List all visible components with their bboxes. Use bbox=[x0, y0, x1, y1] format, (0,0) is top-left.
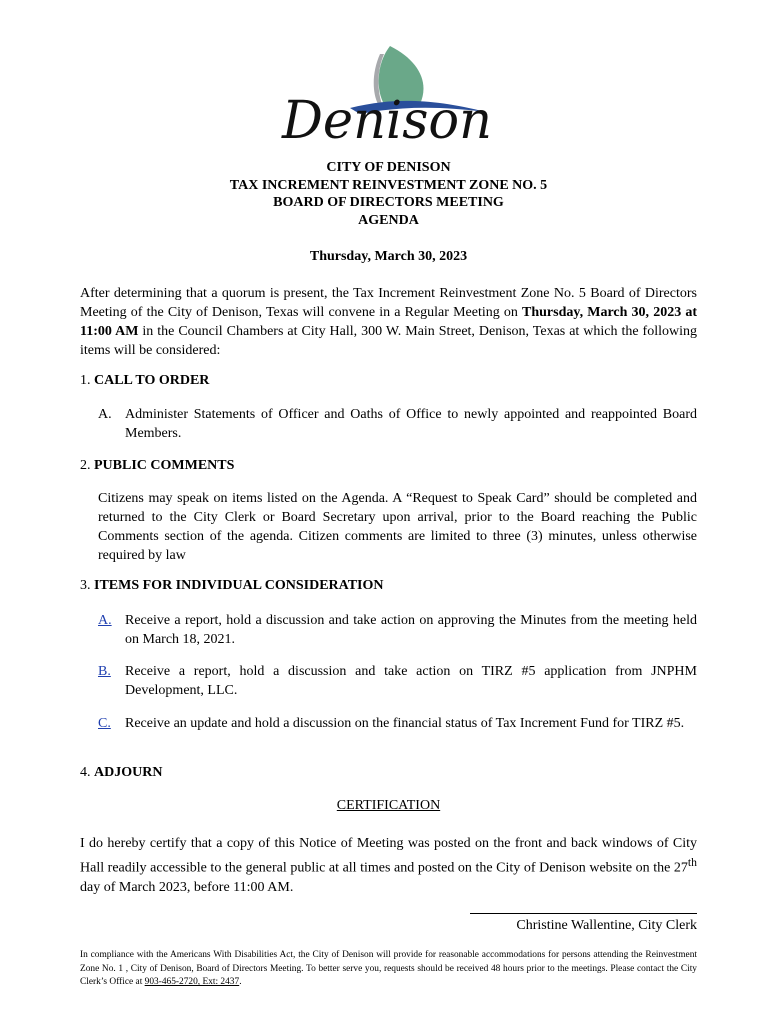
public-comments-text: Citizens may speak on items listed on the Agenda. A “Request to Speak Card” should be completed and returned to the City Clerk or Board Secretary upon arrival, prior to the Board reaching the Public Comments section of the agenda. Citizen comments are limited to three (3) minutes, unless otherwise required by law bbox=[98, 491, 697, 563]
certification-text bbox=[80, 834, 697, 897]
intro-text-2: in the Council Chambers at City Hall, 300 W. Main Street, Denison, Texas at which the following items will be considered: bbox=[80, 324, 697, 358]
agenda-item-3b bbox=[98, 662, 697, 700]
footer-text: In compliance with the Americans With Disabilities Act, the City of Denison will provide for reasonable accommodations for persons attending the Reinvestment Zone No. 1 , City of Denison, Board of Directors Meeting. To better serve you, requests should be received 48 hours prior to the meetings. Please contact the City Clerk’s Office at bbox=[80, 950, 697, 987]
heading-agenda: AGENDA bbox=[358, 212, 419, 228]
footer-end: . bbox=[239, 977, 242, 987]
item-link-b[interactable]: B. bbox=[98, 664, 111, 679]
section-title: ADJOURN bbox=[94, 765, 163, 780]
section-title: ITEMS FOR INDIVIDUAL CONSIDERATION bbox=[94, 578, 384, 593]
item-text: Receive a report, hold a discussion and take action on approving the Minutes from the meeting held on March 18, 2021. bbox=[125, 613, 697, 647]
item-link-a[interactable]: A. bbox=[98, 613, 112, 628]
ada-footer bbox=[80, 949, 697, 990]
section-individual-consideration bbox=[80, 578, 384, 594]
section-number: 4. bbox=[80, 765, 91, 780]
item-text: Receive an update and hold a discussion on the financial status of Tax Increment Fund for TIRZ #5. bbox=[125, 716, 685, 731]
item-text: Receive a report, hold a discussion and take action on TIRZ #5 application from JNPHM Development, LLC. bbox=[125, 664, 697, 698]
cert-ordinal: th bbox=[687, 856, 697, 869]
intro-paragraph bbox=[80, 284, 697, 360]
item-letter: A. bbox=[98, 407, 112, 422]
footer-phone-link[interactable]: 903-465-2720, Ext: 2437 bbox=[144, 977, 240, 987]
meeting-date: Thursday, March 30, 2023 bbox=[309, 249, 468, 264]
section-number: 2. bbox=[80, 458, 91, 473]
certification-title-text: CERTIFICATION bbox=[336, 798, 441, 813]
cert-text-2: day of March 2023, before 11:00 AM. bbox=[80, 879, 294, 895]
section-call-to-order bbox=[80, 373, 209, 389]
section-title: CALL TO ORDER bbox=[94, 373, 210, 388]
section-adjourn bbox=[80, 765, 162, 781]
agenda-heading bbox=[80, 159, 697, 229]
signature-name: Christine Wallentine, City Clerk bbox=[516, 918, 697, 933]
certification-title bbox=[80, 798, 697, 814]
agenda-item-3a bbox=[98, 611, 697, 649]
logo-wordmark: Denison bbox=[281, 91, 492, 150]
section-public-comments bbox=[80, 458, 234, 474]
item-text: Administer Statements of Officer and Oaths of Office to newly appointed and reappointed Board Members. bbox=[125, 407, 697, 441]
agenda-item-1a bbox=[98, 405, 697, 443]
heading-city: CITY OF DENISON bbox=[326, 160, 451, 175]
heading-zone: TAX INCREMENT REINVESTMENT ZONE NO. 5 bbox=[229, 177, 548, 193]
denison-logo bbox=[280, 42, 500, 150]
signature-line bbox=[470, 913, 697, 914]
section-number: 1. bbox=[80, 373, 91, 388]
intro-meeting-time: Thursday, March 30, 2023 at 11:00 AM bbox=[80, 305, 697, 339]
cert-text-1: I do hereby certify that a copy of this Notice of Meeting was posted on the front and back windows of City Hall readily accessible to the general public at all times and posted on the City of Denison website on the 27 bbox=[80, 836, 697, 876]
section-number: 3. bbox=[80, 578, 91, 593]
item-link-c[interactable]: C. bbox=[98, 716, 111, 731]
intro-text-1: After determining that a quorum is present, the Tax Increment Reinvestment Zone No. 5 Board of Directors Meeting of the City of Denison, Texas will convene in a Regular Meeting on bbox=[80, 286, 697, 320]
heading-board: BOARD OF DIRECTORS MEETING bbox=[273, 195, 504, 210]
agenda-item-3c bbox=[98, 714, 697, 733]
section-title: PUBLIC COMMENTS bbox=[94, 458, 235, 473]
